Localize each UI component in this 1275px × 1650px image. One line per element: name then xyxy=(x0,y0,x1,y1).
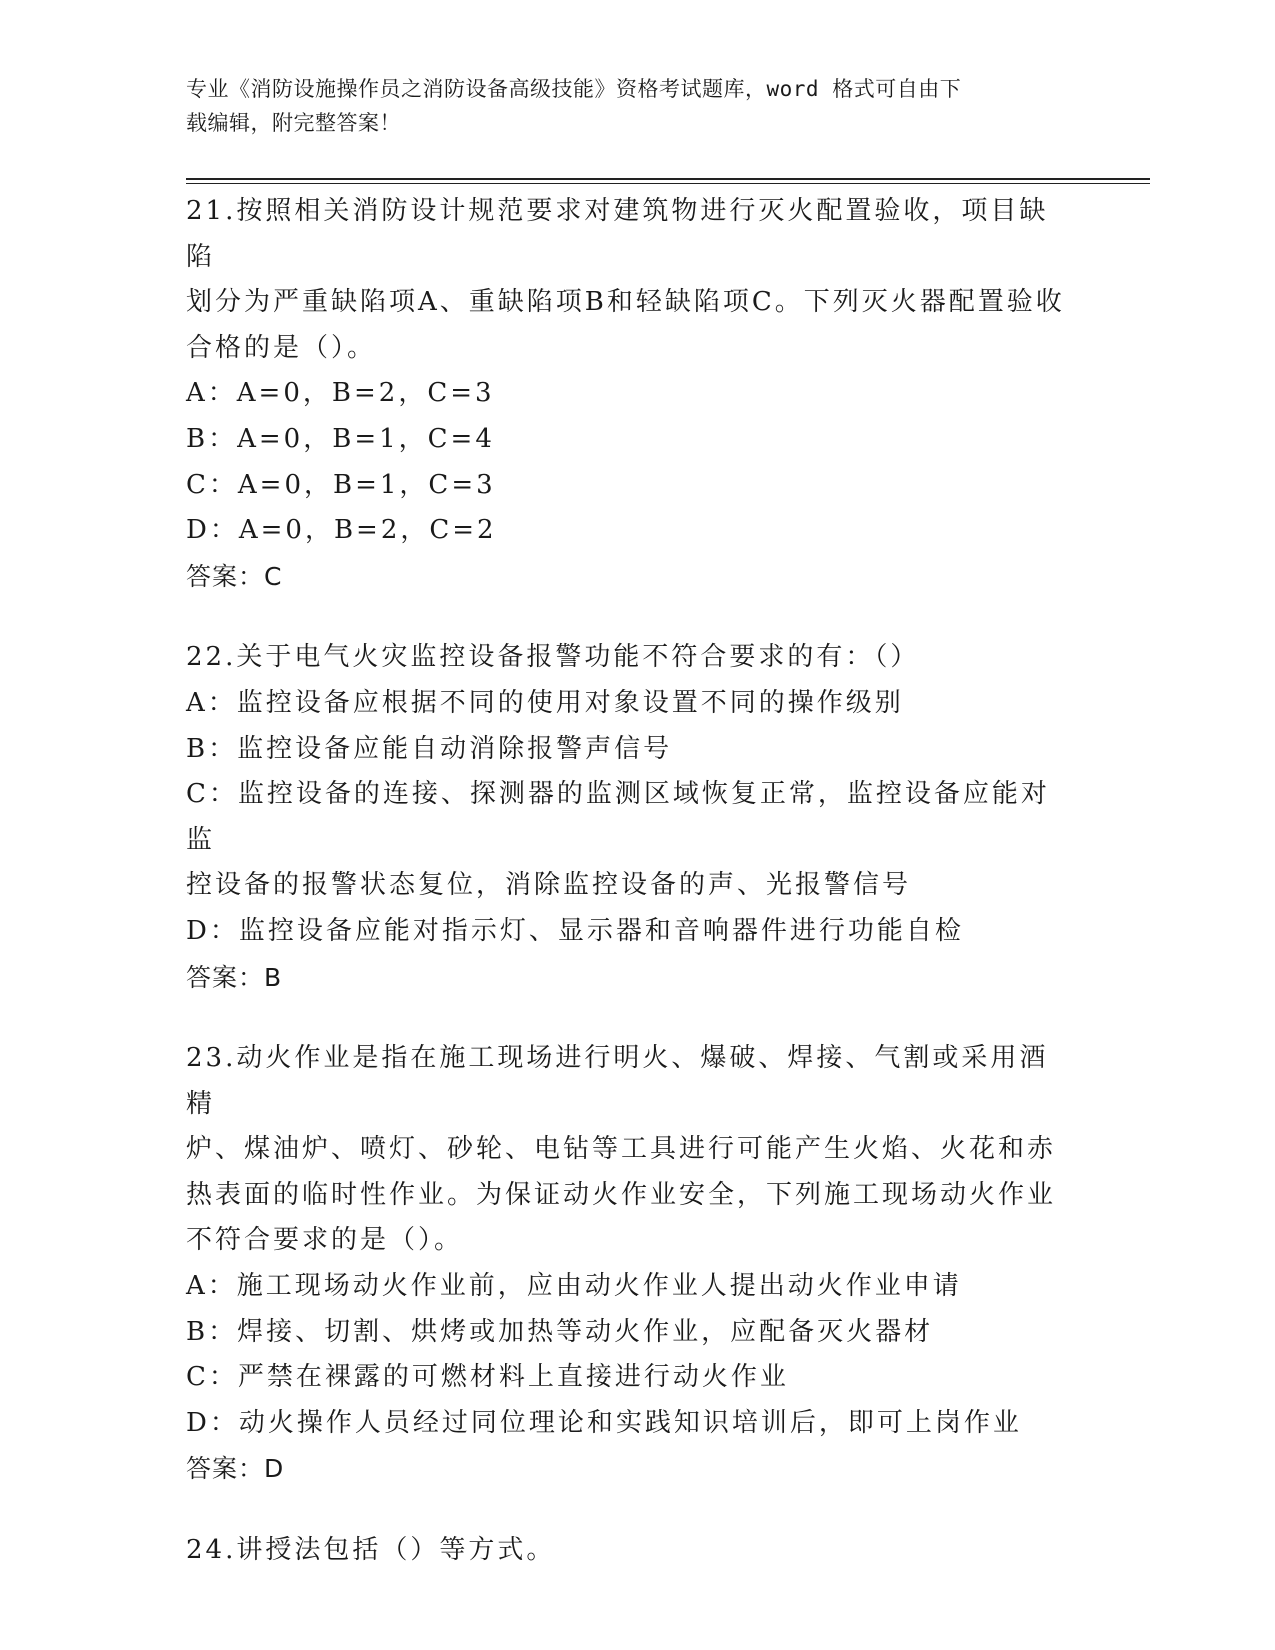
question-21 xyxy=(186,189,1066,599)
question-text: 热表面的临时性作业。为保证动火作业安全，下列施工现场动火作业 xyxy=(186,1179,1057,1210)
answer-line: 答案：D xyxy=(186,1454,285,1484)
question-text: 24.讲授法包括（）等方式。 xyxy=(186,1535,556,1566)
question-text: 21.按照相关消防设计规范要求对建筑物进行灭火配置验收，项目缺陷 xyxy=(186,196,1049,272)
question-text: 划分为严重缺陷项A、重缺陷项B和轻缺陷项C。下列灭火器配置验收 xyxy=(186,287,1065,318)
header-line-1: 专业《消防设施操作员之消防设备高级技能》资格考试题库，word 格式可自由下 xyxy=(186,77,962,101)
option-b: B：A=0，B=1，C=4 xyxy=(186,423,495,454)
option-c: C：监控设备的连接、探测器的监测区域恢复正常，监控设备应能对监 xyxy=(186,779,1050,855)
option-c-continued: 控设备的报警状态复位，消除监控设备的声、光报警信号 xyxy=(186,870,912,901)
question-text: 22.关于电气火灾监控设备报警功能不符合要求的有：（） xyxy=(186,642,920,673)
question-list xyxy=(186,189,1066,1610)
header-divider-thin xyxy=(186,183,1150,184)
answer-line: 答案：B xyxy=(186,962,283,992)
header-divider-thick xyxy=(186,178,1150,180)
option-a: A：监控设备应根据不同的使用对象设置不同的操作级别 xyxy=(186,687,904,718)
answer-line: 答案：C xyxy=(186,561,283,591)
option-d: D：动火操作人员经过同位理论和实践知识培训后，即可上岗作业 xyxy=(186,1407,1022,1438)
question-text: 合格的是（）。 xyxy=(186,332,377,363)
header-line-2: 载编辑，附完整答案！ xyxy=(186,111,401,135)
option-a: A：施工现场动火作业前，应由动火作业人提出动火作业申请 xyxy=(186,1271,962,1302)
option-c: C：严禁在裸露的可燃材料上直接进行动火作业 xyxy=(186,1362,789,1393)
page-header xyxy=(186,72,1066,140)
option-a: A：A=0，B=2，C=3 xyxy=(186,378,495,409)
option-b: B：焊接、切割、烘烤或加热等动火作业，应配备灭火器材 xyxy=(186,1316,934,1347)
question-text: 不符合要求的是（）。 xyxy=(186,1225,464,1256)
question-text: 炉、煤油炉、喷灯、砂轮、电钻等工具进行可能产生火焰、火花和赤 xyxy=(186,1134,1057,1165)
question-22 xyxy=(186,635,1066,1000)
option-c: C：A=0，B=1，C=3 xyxy=(186,469,496,500)
question-24 xyxy=(186,1528,1066,1574)
question-text: 23.动火作业是指在施工现场进行明火、爆破、焊接、气割或采用酒精 xyxy=(186,1043,1049,1119)
option-b: B：监控设备应能自动消除报警声信号 xyxy=(186,733,673,764)
question-23 xyxy=(186,1036,1066,1492)
option-d: D：监控设备应能对指示灯、显示器和音响器件进行功能自检 xyxy=(186,915,964,946)
option-d: D：A=0，B=2，C=2 xyxy=(186,515,497,546)
